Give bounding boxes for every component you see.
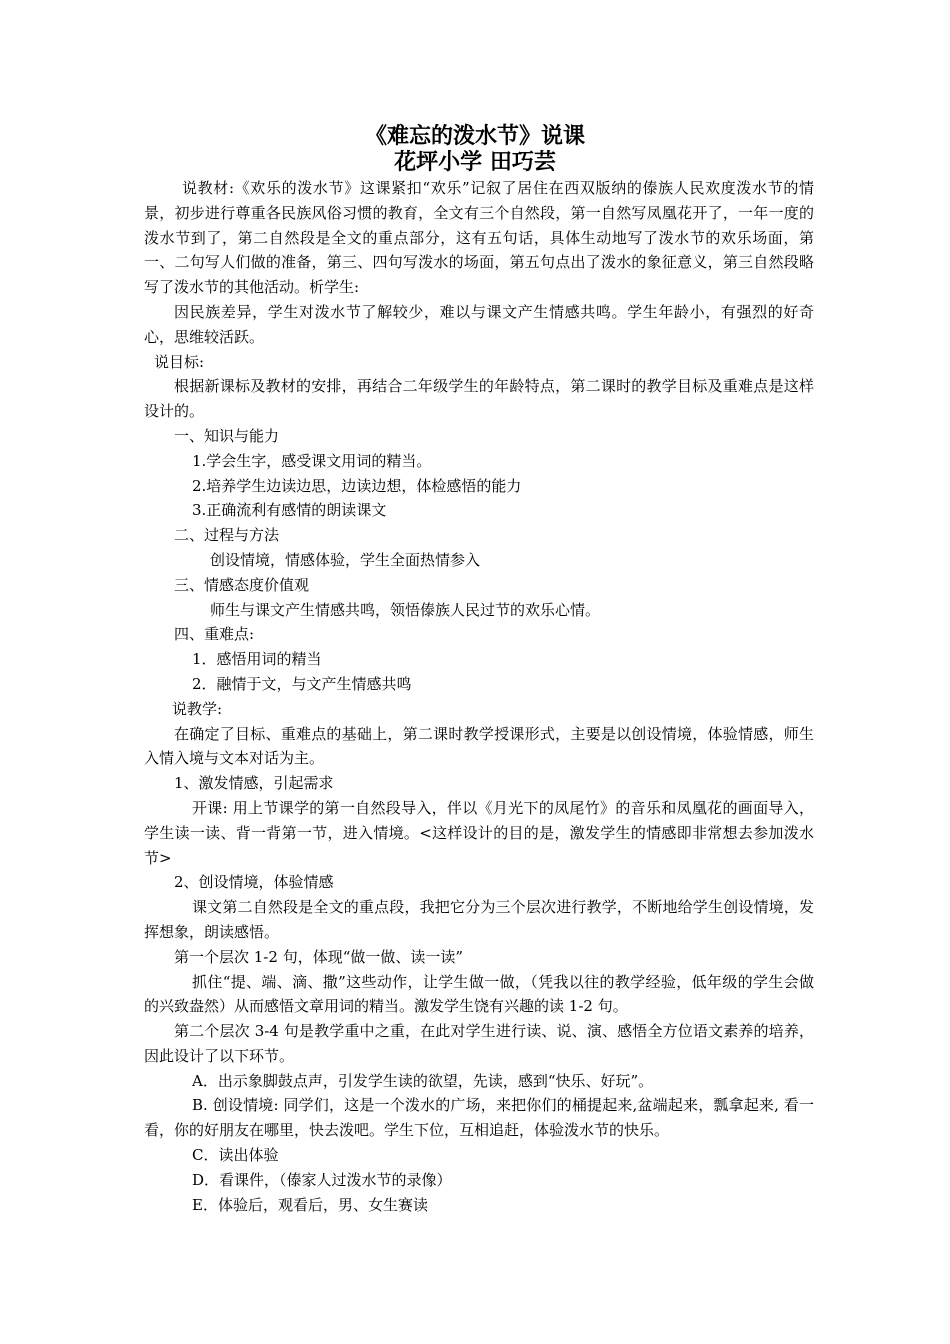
title-block: [144, 124, 806, 176]
paragraph: 在确定了目标、重难点的基础上，第二课时教学授课形式，主要是以创设情境，体验情感，师生入情入境与文本对话为主。: [144, 724, 814, 768]
paragraph: 根据新课标及教材的安排，再结合二年级学生的年龄特点，第二课时的教学目标及重难点是这样设计的。: [144, 377, 814, 421]
paragraph: 因民族差异，学生对泼水节了解较少，难以与课文产生情感共鸣。学生年龄小，有强烈的好奇心，思维较活跃。: [144, 302, 814, 346]
section-heading: 说教学:: [172, 699, 223, 718]
section-heading: 说目标:: [154, 352, 205, 371]
list-item: 3.正确流利有感情的朗读课文: [192, 501, 387, 520]
list-item: E．体验后，观看后，男、女生赛读: [192, 1195, 428, 1214]
paragraph: 开课: 用上节课学的第一自然段导入，伴以《月光下的凤尾竹》的音乐和凤凰花的画面导入，学生读一读、背一背第一节，进入情境。<这样设计的目的是，激发学生的情感即非常想去参加泼水节>: [144, 798, 814, 867]
list-item: A．出示象脚鼓点声，引发学生读的欲望，先读，感到“快乐、好玩”。: [192, 1071, 654, 1090]
paragraph: 第二个层次 3-4 句是教学重中之重，在此对学生进行读、说、演、感悟全方位语文素养的培养，因此设计了以下环节。: [144, 1022, 814, 1065]
author-line: 花坪小学 田巧芸: [394, 150, 556, 175]
list-item: 2．融情于文，与文产生情感共鸣: [192, 674, 412, 693]
section-heading: 二、过程与方法: [174, 526, 280, 545]
paragraph: 创设情境，情感体验，学生全面热情参入: [210, 550, 481, 569]
list-item: 1．感悟用词的精当: [192, 650, 322, 669]
paragraph: 师生与课文产生情感共鸣，领悟傣族人民过节的欢乐心情。: [210, 600, 601, 619]
section-heading: 四、重难点:: [174, 625, 255, 644]
paragraph: 说教材:《欢乐的泼水节》这课紧扣“欢乐”记叙了居住在西双版纳的傣族人民欢度泼水节的情景，初步进行尊重各民族风俗习惯的教育，全文有三个自然段，第一自然写凤凰花开了，一年一度的泼水节到了，第二自然段是全文的重点部分，这有五句话，具体生动地写了泼水节的欢乐场面，第一、二句写人们做的准备，第三、四句写泼水的场面，第五句点出了泼水的象征意义，第三自然段略写了泼水节的其他活动。析学生:: [144, 179, 814, 297]
document-title: 《难忘的泼水节》说课: [364, 124, 585, 149]
section-heading: 一、知识与能力: [174, 426, 280, 445]
section-heading: 三、情感态度价值观: [174, 575, 310, 594]
section-heading: 1、激发情感，引起需求: [174, 774, 334, 793]
list-item: D．看课件，（傣家人过泼水节的录像）: [192, 1170, 452, 1189]
paragraph: 课文第二自然段是全文的重点段，我把它分为三个层次进行教学，不断地给学生创设情境，发挥想象，朗读感悟。: [144, 898, 814, 941]
list-item: 2.培养学生边读边思，边读边想，体检感悟的能力: [192, 476, 522, 495]
list-item: 1.学会生字，感受课文用词的精当。: [192, 451, 432, 470]
paragraph: 抓住“提、端、滴、撒”这些动作，让学生做一做，（凭我以往的教学经验，低年级的学生会做的兴致盎然）从而感悟文章用词的精当。激发学生饶有兴趣的读 1-2 句。: [144, 972, 814, 1016]
list-item: B. 创设情境: 同学们，这是一个泼水的广场，来把你们的桶提起来,盆端起来，瓢拿起来, 看一看，你的好朋友在哪里，快去泼吧。学生下位，互相追赶，体验泼水节的快乐。: [144, 1096, 814, 1140]
section-heading: 2、创设情境，体验情感: [174, 873, 334, 892]
list-item: C．读出体验: [192, 1146, 279, 1165]
document-body: [144, 176, 814, 1217]
paragraph: 第一个层次 1-2 句，体现“做一做、读一读”: [174, 947, 464, 966]
